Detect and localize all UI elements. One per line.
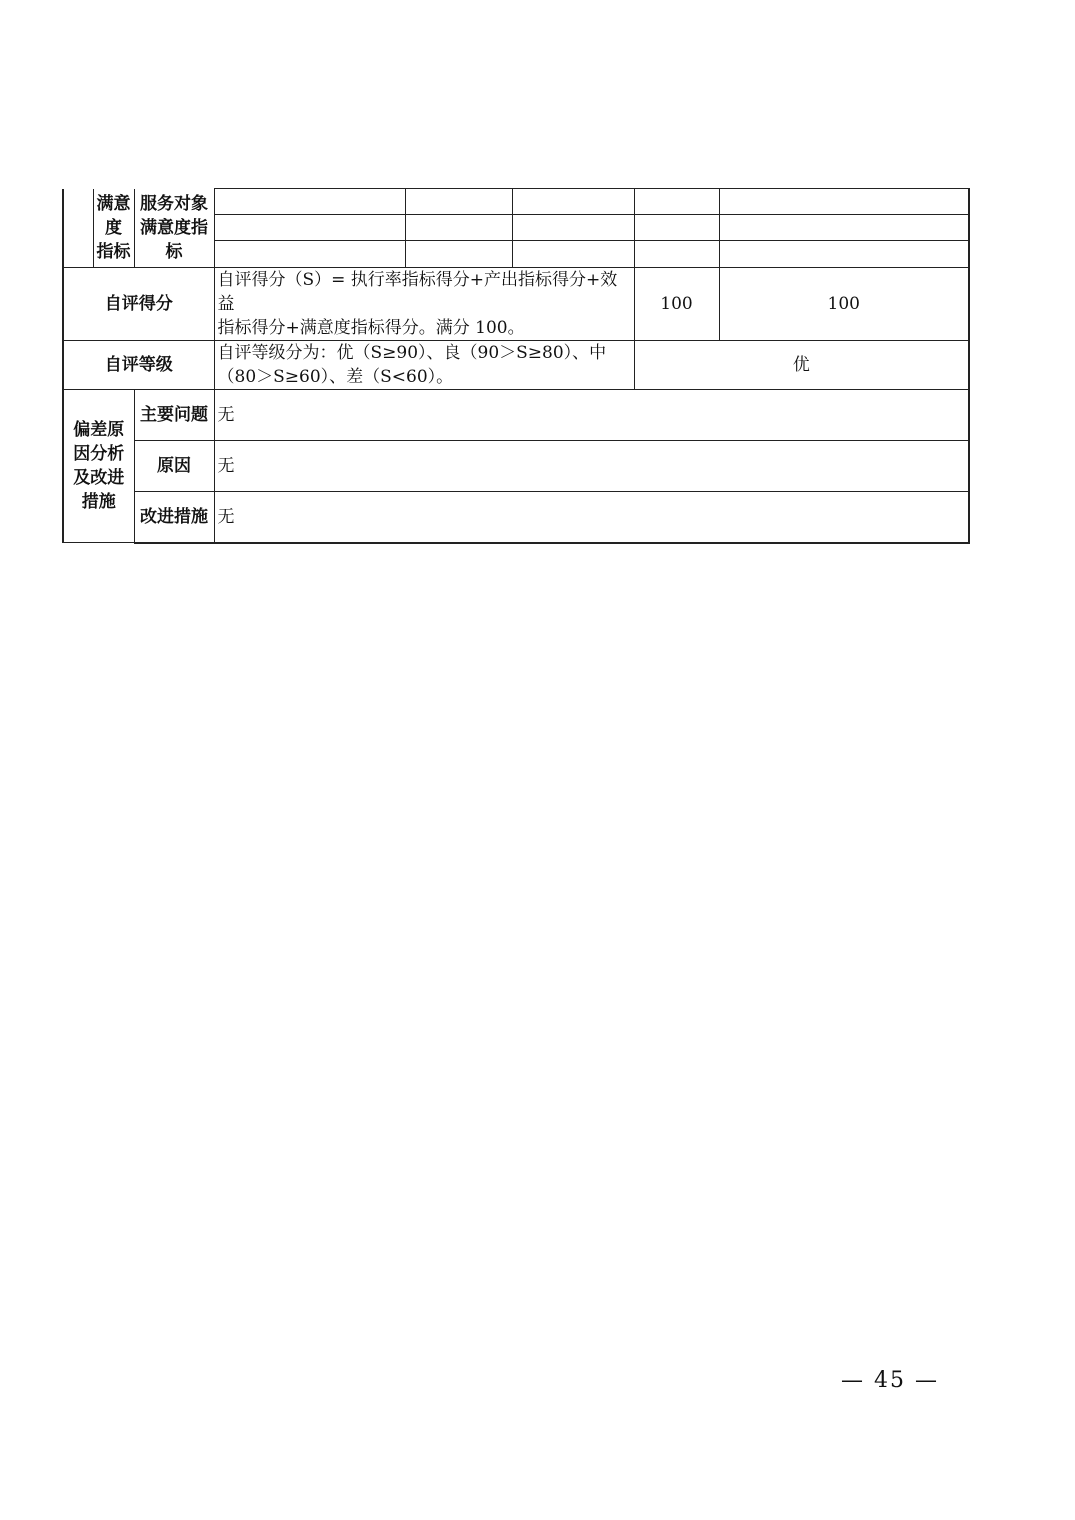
empty-cell bbox=[405, 189, 512, 215]
full-score-value: 100 bbox=[634, 268, 719, 341]
empty-cell bbox=[719, 241, 969, 268]
score-formula-line: 自评得分（S）= 执行率指标得分+产出指标得分+效益 bbox=[217, 270, 618, 314]
empty-cell bbox=[634, 215, 719, 241]
reason-value: 无 bbox=[214, 441, 969, 492]
deviation-label-line: 及改进 bbox=[73, 468, 125, 488]
performance-evaluation-table bbox=[62, 188, 970, 544]
outer-category-cell bbox=[63, 189, 93, 268]
satisfaction-row bbox=[63, 189, 969, 215]
grade-value: 优 bbox=[634, 341, 969, 390]
score-formula bbox=[214, 268, 634, 341]
grade-rule-line: 自评等级分为：优（S≥90）、良（90＞S≥80）、中 bbox=[217, 343, 607, 363]
satisfaction-indicator-line: 满意度指 bbox=[140, 217, 208, 238]
main-problem-label: 主要问题 bbox=[134, 390, 214, 441]
empty-cell bbox=[719, 189, 969, 215]
grade-row bbox=[63, 341, 969, 390]
improvement-value: 无 bbox=[214, 492, 969, 543]
empty-cell bbox=[719, 215, 969, 241]
deviation-row bbox=[63, 441, 969, 492]
empty-cell bbox=[405, 241, 512, 268]
satisfaction-category-line: 指标 bbox=[96, 241, 131, 262]
page-number: — 45 — bbox=[841, 1368, 939, 1393]
self-score-value: 100 bbox=[719, 268, 969, 341]
satisfaction-category-line: 度 bbox=[105, 217, 122, 238]
deviation-row bbox=[63, 492, 969, 543]
grade-label: 自评等级 bbox=[63, 341, 214, 390]
satisfaction-category-line: 满意 bbox=[96, 193, 131, 214]
deviation-label-line: 因分析 bbox=[73, 444, 125, 464]
score-label: 自评得分 bbox=[63, 268, 214, 341]
satisfaction-indicator-line: 标 bbox=[165, 241, 183, 262]
improvement-label: 改进措施 bbox=[134, 492, 214, 543]
empty-cell bbox=[214, 241, 405, 268]
empty-cell bbox=[634, 241, 719, 268]
empty-cell bbox=[512, 189, 634, 215]
score-formula-line: 指标得分+满意度指标得分。满分 100。 bbox=[217, 318, 525, 338]
deviation-row bbox=[63, 390, 969, 441]
empty-cell bbox=[634, 189, 719, 215]
deviation-label-line: 偏差原 bbox=[73, 420, 125, 440]
empty-cell bbox=[214, 189, 405, 215]
satisfaction-indicator-cell bbox=[134, 189, 214, 268]
grade-rule bbox=[214, 341, 634, 390]
grade-rule-line: （80＞S≥60）、差（S<60）。 bbox=[217, 367, 454, 387]
reason-label: 原因 bbox=[134, 441, 214, 492]
empty-cell bbox=[405, 215, 512, 241]
deviation-label-line: 措施 bbox=[81, 492, 116, 512]
score-row bbox=[63, 268, 969, 341]
empty-cell bbox=[512, 241, 634, 268]
satisfaction-indicator-line: 服务对象 bbox=[140, 193, 208, 214]
main-problem-value: 无 bbox=[214, 390, 969, 441]
empty-cell bbox=[214, 215, 405, 241]
empty-cell bbox=[512, 215, 634, 241]
deviation-section-label bbox=[63, 390, 134, 543]
satisfaction-category-cell bbox=[93, 189, 134, 268]
